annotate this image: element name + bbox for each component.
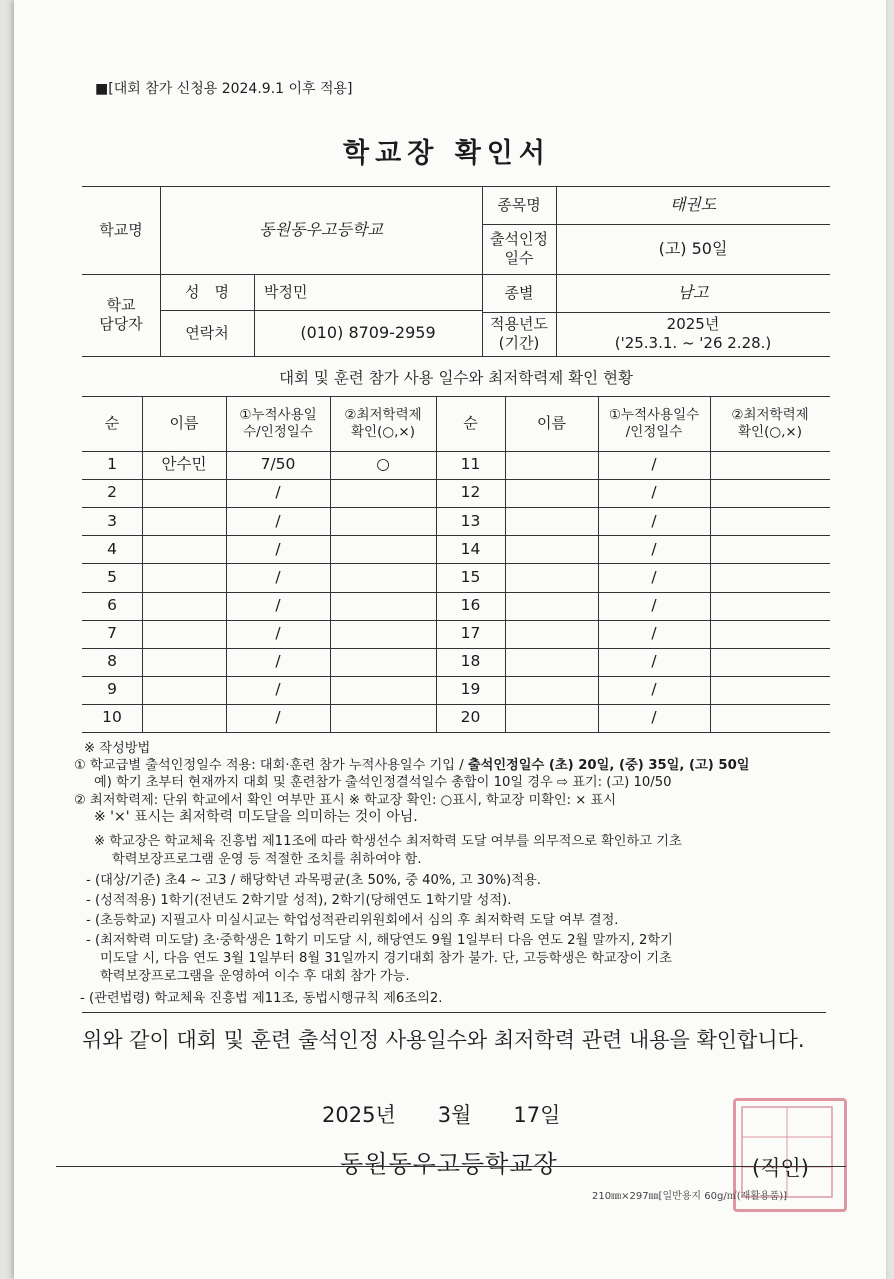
- row-no: 5: [107, 567, 117, 586]
- row-name: [505, 451, 598, 479]
- gender-label: 종별: [504, 283, 534, 302]
- row-check: ○: [376, 455, 390, 474]
- row-days: /: [651, 652, 657, 671]
- row-no: 19: [460, 680, 481, 699]
- row-name: [505, 507, 598, 535]
- manager-name: 박정민: [264, 282, 308, 301]
- row-no: 15: [460, 567, 481, 586]
- row-name: [505, 704, 598, 732]
- col-name-right: 이름: [537, 414, 566, 433]
- row-days: /: [275, 483, 281, 502]
- col-min-left: ②최저학력제 확인(○,×): [344, 406, 422, 440]
- row-check: [330, 704, 436, 732]
- row-check: [330, 676, 436, 704]
- note-8-cont-1: 미도달 시, 다음 연도 3월 1일부터 8월 31일까지 경기대회 참가 불가. 단, 고등학생은 학교장이 기초: [100, 951, 672, 966]
- col-no-left: 순: [104, 414, 120, 433]
- row-days: /: [651, 483, 657, 502]
- row-name: 안수민: [161, 455, 207, 474]
- row-check: [710, 535, 830, 563]
- attendance-days-label: 출석인정 일수: [490, 230, 548, 267]
- row-check: [710, 704, 830, 732]
- row-name: [505, 535, 598, 563]
- row-name: [142, 704, 226, 732]
- col-days-right: ①누적사용일수 /인정일수: [608, 406, 700, 440]
- principal-title: 동원동우고등학교장: [340, 1150, 558, 1178]
- note-2: ② 최저학력제: 단위 학교에서 확인 여부만 표시 ※ 학교장 확인: ○표시, 학교장 미확인: × 표시: [74, 793, 617, 808]
- row-check: [330, 648, 436, 676]
- row-check: [710, 648, 830, 676]
- note-3: ※ '×' 표시는 최저학력 미도달을 의미하는 것이 아님.: [94, 809, 418, 825]
- row-name: [142, 535, 226, 563]
- row-name: [142, 592, 226, 620]
- row-days: /: [275, 652, 281, 671]
- row-days: /: [275, 567, 281, 586]
- row-days: /: [651, 623, 657, 642]
- note-1: ① 학교급별 출석인정일수 적용: 대회·훈련 참가 누적사용일수 기입 / 출석인정일수 (초) 20일, (중) 35일, (고) 50일: [74, 758, 750, 773]
- manager-label: 학교 담당자: [99, 296, 143, 333]
- row-days: /: [275, 680, 281, 699]
- row-name: [505, 648, 598, 676]
- row-no: 8: [107, 652, 117, 671]
- row-days: /: [275, 511, 281, 530]
- col-name-left: 이름: [169, 414, 199, 433]
- row-name: [505, 592, 598, 620]
- row-check: [710, 676, 830, 704]
- row-no: 1: [107, 455, 117, 474]
- document-title: 학교장 확인서: [343, 138, 551, 169]
- row-check: [330, 507, 436, 535]
- row-check: [330, 563, 436, 591]
- contact-label: 연락처: [185, 323, 229, 342]
- row-no: 9: [107, 680, 117, 699]
- row-check: [710, 479, 830, 507]
- sport-label: 종목명: [497, 195, 541, 214]
- row-days: /: [651, 680, 657, 699]
- row-name: [142, 620, 226, 648]
- row-name: [505, 563, 598, 591]
- row-check: [710, 592, 830, 620]
- school-value: 동원동우고등학교: [259, 220, 383, 239]
- note-8: - (최저학력 미도달) 초·중학생은 1학기 미도달 시, 해당연도 9월 1일부터 다음 연도 2월 말까지, 2학기: [86, 933, 673, 948]
- row-name: [142, 648, 226, 676]
- status-table-caption: 대회 및 훈련 참가 사용 일수와 최저학력제 확인 현황: [279, 369, 633, 388]
- issue-date: 2025년 3월 17일: [322, 1103, 561, 1127]
- note-8-cont-2: 학력보장프로그램을 운영하여 이수 후 대회 참가 가능.: [100, 969, 410, 984]
- paper-spec: 210㎜×297㎜[일반용지 60g/㎡(재활용품)]: [592, 1191, 788, 1202]
- row-no: 2: [107, 483, 117, 502]
- row-days: /: [651, 708, 657, 727]
- row-name: [142, 563, 226, 591]
- application-note: ■[대회 참가 신청용 2024.9.1 이후 적용]: [95, 81, 353, 97]
- row-no: 3: [107, 511, 117, 530]
- contact-value: (010) 8709-2959: [300, 323, 436, 342]
- row-days: /: [275, 539, 281, 558]
- document-sheet: [14, 0, 886, 1279]
- row-days: /: [651, 511, 657, 530]
- gender-value: 남고: [677, 283, 709, 302]
- row-days: /: [651, 539, 657, 558]
- confirmation-text: 위와 같이 대회 및 훈련 출석인정 사용일수와 최저학력 관련 내용을 확인합니다.: [82, 1028, 805, 1052]
- note-1-example: 예) 학기 초부터 현재까지 대회 및 훈련참가 출석인정결석일수 총합이 10일 경우 ⇨ 표기: (고) 10/50: [94, 775, 672, 790]
- row-days: /: [275, 708, 281, 727]
- note-4: ※ 학교장은 학교체육 진흥법 제11조에 따라 학생선수 최저학력 도달 여부를 의무적으로 확인하고 기초: [94, 834, 682, 849]
- name-label: 성 명: [185, 282, 229, 301]
- seal-label: (직인): [752, 1156, 809, 1180]
- row-days: /: [651, 567, 657, 586]
- row-no: 17: [460, 623, 481, 642]
- row-name: [505, 676, 598, 704]
- col-days-left: ①누적사용일 수/인정일수: [239, 406, 317, 440]
- row-no: 14: [460, 539, 481, 558]
- row-check: [330, 620, 436, 648]
- row-no: 7: [107, 623, 117, 642]
- col-no-right: 순: [463, 414, 478, 433]
- row-name: [142, 507, 226, 535]
- row-check: [330, 479, 436, 507]
- row-check: [710, 620, 830, 648]
- note-6: - (성적적용) 1학기(전년도 2학기말 성적), 2학기(당해연도 1학기말 성적).: [86, 893, 512, 908]
- row-days: /: [275, 595, 281, 614]
- row-no: 20: [460, 708, 481, 727]
- row-no: 13: [460, 511, 481, 530]
- row-check: [710, 563, 830, 591]
- row-no: 16: [460, 595, 481, 614]
- note-4-cont: 학력보장프로그램 운영 등 적절한 조치를 취하여야 함.: [112, 852, 422, 867]
- row-no: 11: [460, 455, 481, 474]
- notes-heading: ※ 작성방법: [84, 741, 151, 756]
- row-days: 7/50: [260, 455, 296, 474]
- row-name: [142, 479, 226, 507]
- school-label: 학교명: [99, 220, 143, 239]
- row-no: 10: [102, 708, 122, 727]
- row-days: /: [651, 455, 657, 474]
- note-9: - (관련법령) 학교체육 진흥법 제11조, 동법시행규칙 제6조의2.: [80, 991, 443, 1006]
- year-value: 2025년 ('25.3.1. ~ '26 2.28.): [614, 315, 772, 352]
- row-check: [710, 507, 830, 535]
- row-no: 4: [107, 539, 117, 558]
- row-no: 18: [460, 652, 481, 671]
- row-days: /: [651, 595, 657, 614]
- row-name: [505, 620, 598, 648]
- col-min-right: ②최저학력제 확인(○,×): [731, 406, 809, 440]
- row-name: [505, 479, 598, 507]
- attendance-days-value: (고) 50일: [658, 239, 728, 258]
- row-name: [142, 676, 226, 704]
- note-5: - (대상/기준) 초4 ~ 고3 / 해당학년 과목평균(초 50%, 중 40%, 고 30%)적용.: [86, 873, 541, 888]
- row-check: [710, 451, 830, 479]
- row-days: /: [275, 623, 281, 642]
- note-7: - (초등학교) 지필고사 미실시교는 학업성적관리위원회에서 심의 후 최저학력 도달 여부 결정.: [86, 913, 619, 928]
- sport-value: 태권도: [669, 195, 717, 214]
- year-label: 적용년도 (기간): [490, 315, 548, 352]
- row-no: 12: [460, 483, 481, 502]
- row-check: [330, 592, 436, 620]
- row-no: 6: [107, 595, 117, 614]
- row-check: [330, 535, 436, 563]
